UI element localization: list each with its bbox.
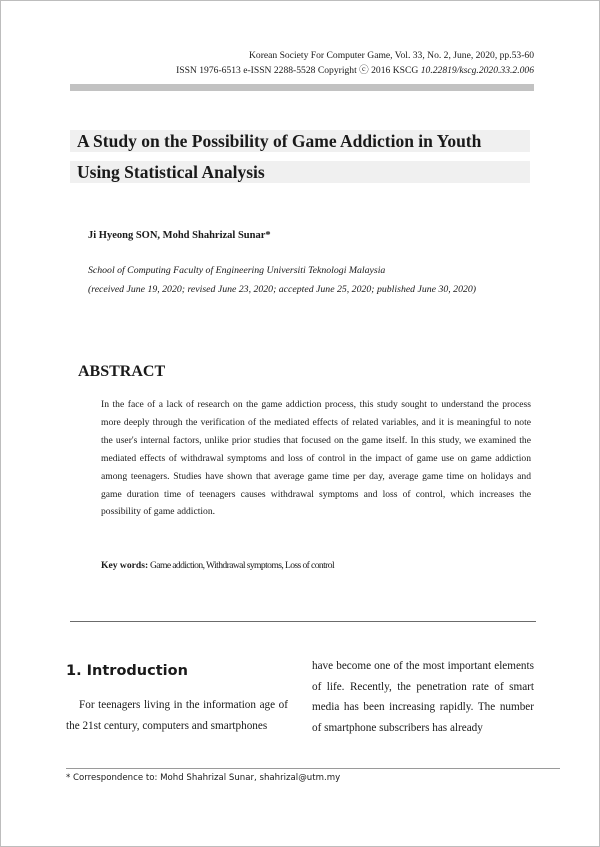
keywords (101, 560, 334, 571)
abstract-body: In the face of a lack of research on the game addiction process, this study sought to understand the process more deeply through the verification of the mediated effects of related variables, and it is meaningful to note the user's internal factors, unlike prior studies that focused on the game itself. In this study, we examined the mediated effects of withdrawal symptoms and loss of control in the impact of game use on game addiction among teenagers. Studies have shown that average game time per day, average game time on holidays and game duration time of teenagers causes withdrawal symptoms and loss of control, which increases the possibility of game addiction. (101, 399, 531, 518)
journal-citation: Korean Society For Computer Game, Vol. 33, No. 2, June, 2020, pp.53-60 (248, 50, 534, 61)
abstract-heading: ABSTRACT (78, 363, 166, 380)
intro-right-column: have become one of the most important elements of life. Recently, the penetration rate of smart media has been increasing rapidly. The number of smartphone subscribers has already (312, 660, 534, 734)
footnote-divider (66, 768, 560, 769)
affiliation: School of Computing Faculty of Engineering Universiti Teknologi Malaysia (88, 265, 386, 276)
section-heading-introduction: 1. Introduction (66, 663, 188, 679)
author-list: Ji Hyeong SON, Mohd Shahrizal Sunar* (88, 230, 271, 241)
publication-dates: (received June 19, 2020; revised June 23, 2020; accepted June 25, 2020; published June 30, 2020) (88, 284, 477, 295)
keywords-label: Key words: (101, 560, 149, 571)
header-bar (70, 84, 534, 91)
issn-copyright-line (176, 64, 534, 77)
correspondence-footnote: * Correspondence to: Mohd Shahrizal Sunar, shahrizal@utm.my (66, 773, 341, 783)
paper-title-line-1: A Study on the Possibility of Game Addiction in Youth (70, 130, 530, 152)
section-divider (70, 621, 536, 622)
intro-left-column: For teenagers living in the information age of the 21st century, computers and smartphones (66, 699, 288, 732)
paper-title-line-2: Using Statistical Analysis (70, 161, 530, 183)
issn-copyright: ISSN 1976-6513 e-ISSN 2288-5528 Copyright ⓒ 2016 KSCG (176, 65, 419, 76)
keywords-value: Game addiction, Withdrawal symptoms, Loss of control (148, 560, 335, 571)
doi: 10.22819/kscg.2020.33.2.006 (420, 65, 534, 76)
